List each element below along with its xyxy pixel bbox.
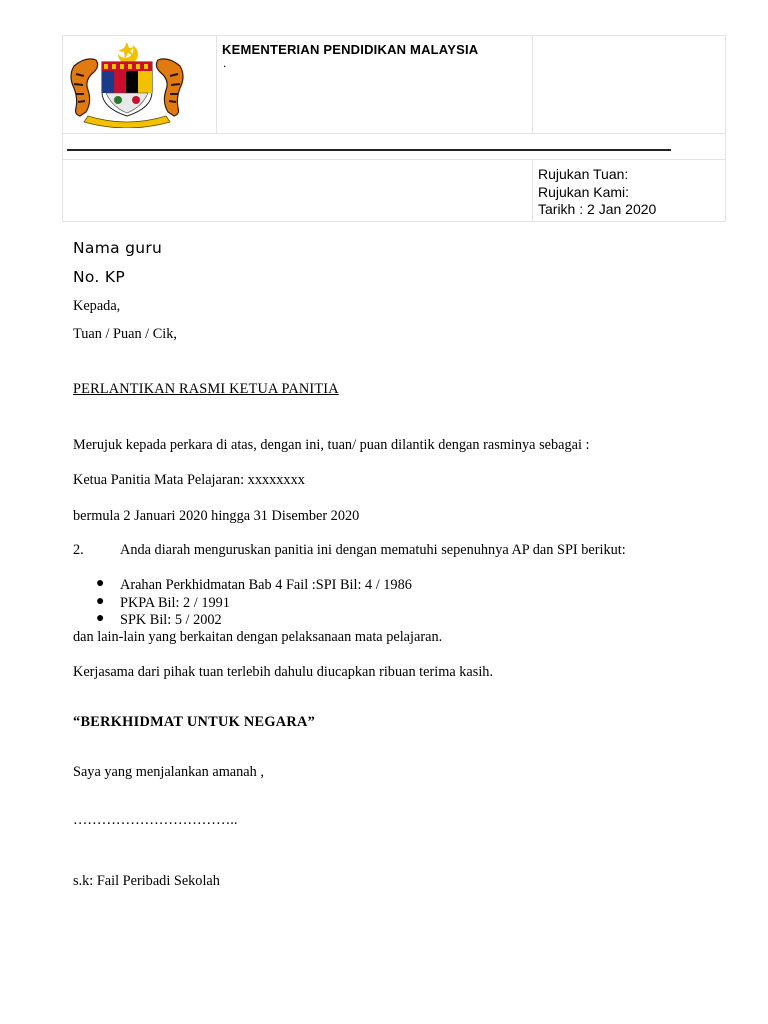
table-divider xyxy=(532,159,533,222)
letter-date: Tarikh : 2 Jan 2020 xyxy=(538,201,657,217)
paragraph: Anda diarah menguruskan panitia ini dengan mematuhi sepenuhnya AP dan SPI berikut: xyxy=(120,542,626,558)
paragraph-number: 2. xyxy=(73,542,84,558)
cc-line: s.k: Fail Peribadi Sekolah xyxy=(73,873,220,889)
table-divider xyxy=(62,133,726,134)
malaysia-coat-of-arms-icon xyxy=(66,40,188,128)
table-divider xyxy=(216,35,217,133)
salutation: Tuan / Puan / Cik, xyxy=(73,326,177,342)
recipient-to: Kepada, xyxy=(73,298,121,314)
ministry-name: KEMENTERIAN PENDIDIKAN MALAYSIA xyxy=(222,42,479,57)
list-item: Arahan Perkhidmatan Bab 4 Fail :SPI Bil: 4 / 1986 xyxy=(120,577,412,593)
table-divider xyxy=(532,35,533,133)
letter-subject: PERLANTIKAN RASMI KETUA PANITIA xyxy=(73,381,339,397)
list-item: SPK Bil: 5 / 2002 xyxy=(120,612,222,628)
paragraph: bermula 2 Januari 2020 hingga 31 Disember 2020 xyxy=(73,508,360,524)
recipient-name: Nama guru xyxy=(73,239,163,257)
ministry-subtitle: . xyxy=(223,56,227,70)
table-divider xyxy=(62,159,726,160)
list-item: PKPA Bil: 2 / 1991 xyxy=(120,595,230,611)
ref-kami: Rujukan Kami: xyxy=(538,184,630,200)
ref-tuan: Rujukan Tuan: xyxy=(538,166,629,182)
bullet-icon: ● xyxy=(96,576,105,591)
paragraph: Merujuk kepada perkara di atas, dengan ini, tuan/ puan dilantik dengan rasminya sebagai : xyxy=(73,437,590,453)
paragraph: dan lain-lain yang berkaitan dengan pelaksanaan mata pelajaran. xyxy=(73,629,443,645)
header-rule xyxy=(67,149,671,151)
bullet-icon: ● xyxy=(96,594,105,609)
closing: Saya yang menjalankan amanah , xyxy=(73,764,264,780)
bullet-icon: ● xyxy=(96,611,105,626)
motto: “BERKHIDMAT UNTUK NEGARA” xyxy=(73,714,316,730)
signature-line: …………………………….. xyxy=(73,812,238,828)
paragraph: Ketua Panitia Mata Pelajaran: xxxxxxxx xyxy=(73,472,305,488)
recipient-id: No. KP xyxy=(73,268,125,286)
paragraph: Kerjasama dari pihak tuan terlebih dahulu diucapkan ribuan terima kasih. xyxy=(73,664,494,680)
